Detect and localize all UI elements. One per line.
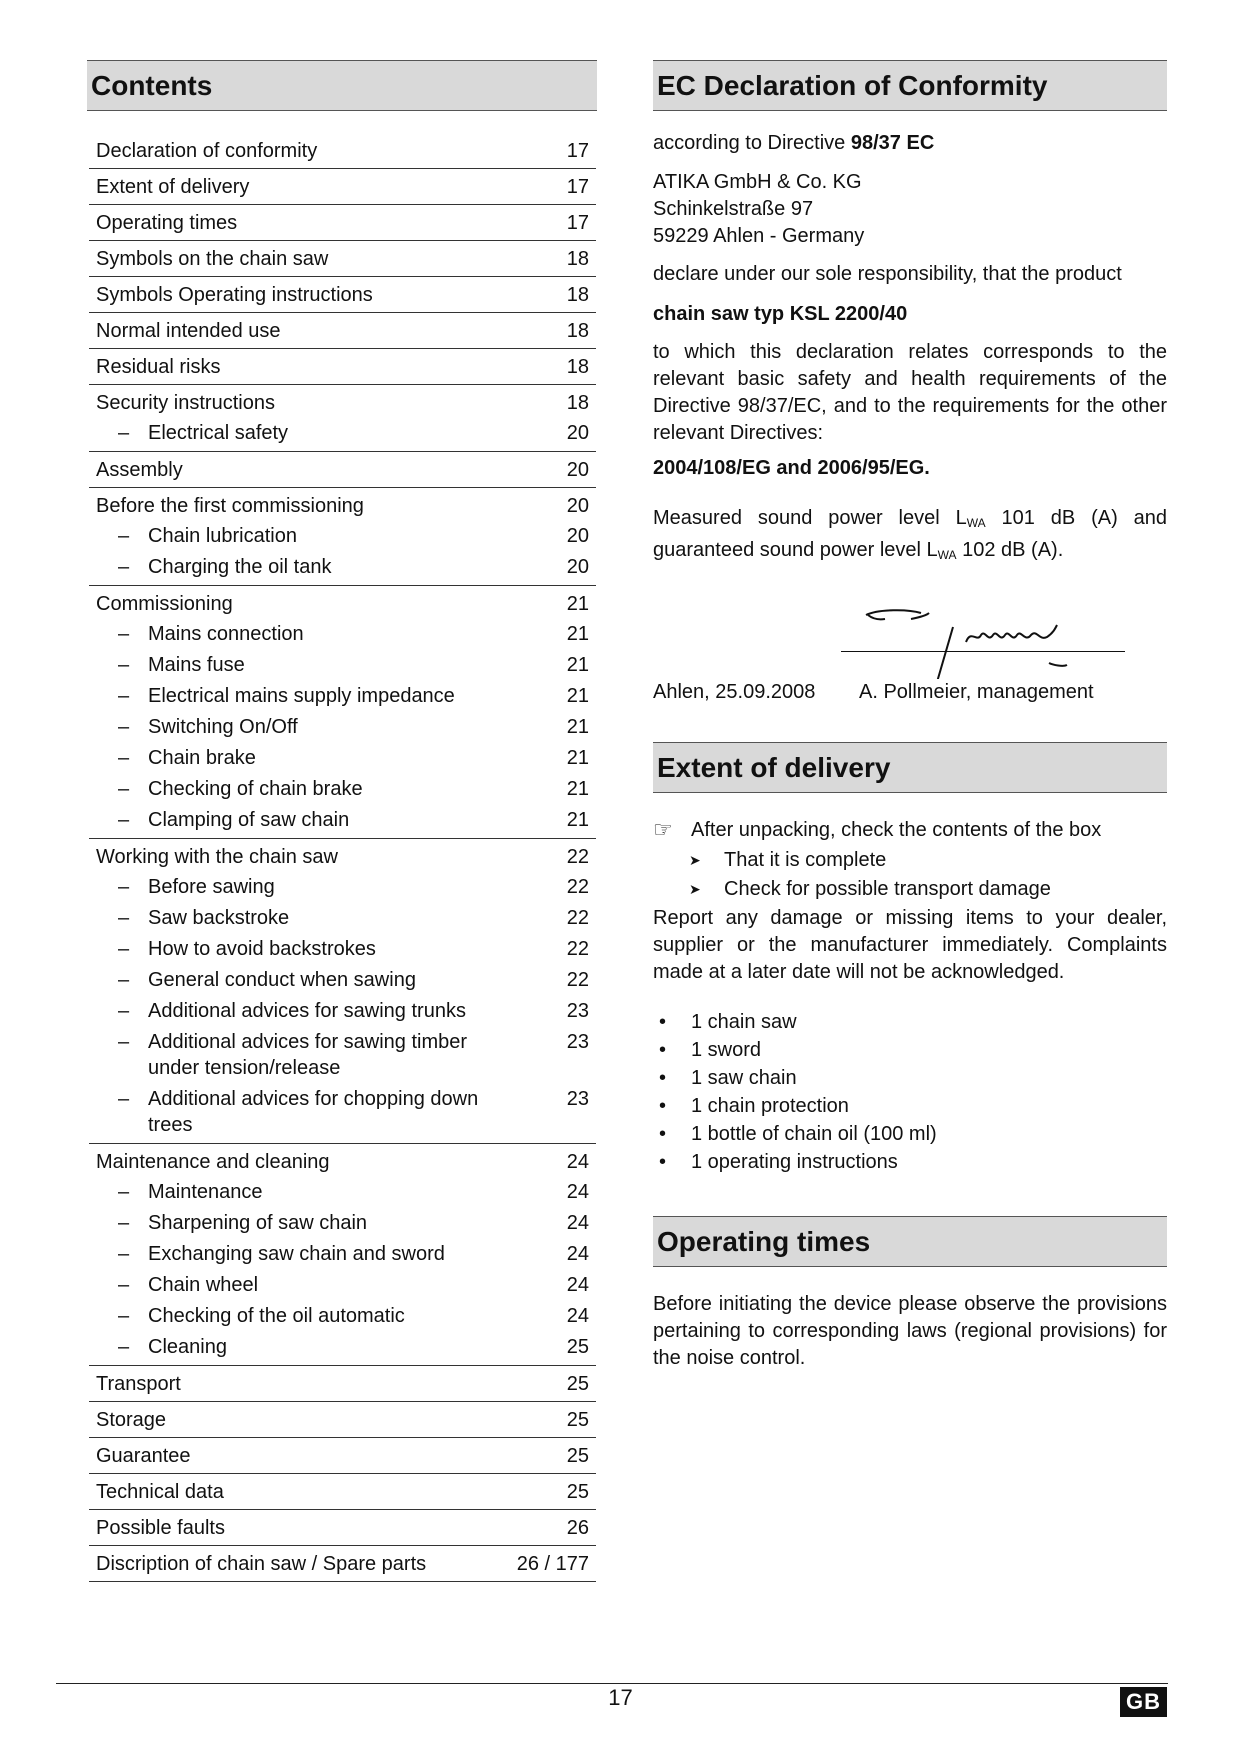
toc-sub-row [89,776,596,802]
toc-title: Storage [96,1409,167,1431]
dash-bullet: – [118,778,130,800]
toc-sub-row [89,1086,596,1138]
place-date: Ahlen, 25.09.2008 [653,681,816,703]
toc-sub-page: 20 [566,525,589,547]
toc-sub-row [89,807,596,833]
toc-entry [89,169,596,205]
toc-entry [89,313,596,349]
toc-sub-page: 24 [566,1243,589,1265]
toc-sub-page: 24 [566,1274,589,1296]
toc-entry [89,1474,596,1510]
dash-bullet: – [118,716,130,738]
toc-title: Maintenance and cleaning [96,1151,330,1173]
pointing-hand-icon: ☞ [653,818,673,843]
toc-sub-row [89,998,596,1024]
toc-sub-title: Chain brake [148,747,256,769]
toc-sub-row [89,745,596,771]
other-directives: 2004/108/EG and 2006/95/EG. [653,457,930,479]
toc-title: Before the first commissioning [96,495,364,517]
toc-sub-title: Sharpening of saw chain [148,1212,368,1234]
dash-bullet: – [118,876,130,898]
bullet-dot: • [659,1039,667,1061]
toc-main-row [89,355,596,379]
directive-line [653,130,1167,157]
unpacking-note [653,817,1167,844]
toc-page: 20 [566,459,589,481]
toc-title: Declaration of conformity [96,140,318,162]
toc-sub-row [89,1303,596,1329]
toc-sub-row [89,652,596,678]
operating-times-heading: Operating times [653,1216,1167,1267]
declare-statement: declare under our sole responsibility, that the product [653,263,1122,285]
toc-sub-row [89,1179,596,1205]
toc-main-row [89,139,596,163]
toc-sub-row [89,1241,596,1267]
toc-sub-page: 24 [566,1212,589,1234]
bullet-dot: • [659,1011,667,1033]
toc-sub-title: Charging the oil tank [148,556,332,578]
toc-sub-title: Saw backstroke [148,907,290,929]
toc-sub-page: 20 [566,556,589,578]
dash-bullet: – [118,1000,130,1022]
toc-sub-page: 23 [566,1000,589,1022]
toc-page: 18 [566,356,589,378]
toc-sub-row [89,714,596,740]
manufacturer-address [653,169,1167,250]
toc-entry [89,1546,596,1582]
toc-main-row [89,1372,596,1396]
toc-title: Discription of chain saw / Spare parts [96,1553,427,1575]
toc-sub-title: Maintenance [148,1181,263,1203]
toc-main-row [89,247,596,271]
toc-entry [89,586,596,839]
dash-bullet: – [118,525,130,547]
toc-sub-page: 23 [566,1031,589,1053]
toc-sub-row [89,683,596,709]
dash-bullet: – [118,1243,130,1265]
bullet-dot: • [659,1123,667,1145]
toc-sub-row [89,967,596,993]
toc-sub-row [89,905,596,931]
toc-sub-row [89,420,596,446]
toc-page: 25 [566,1409,589,1431]
operating-times-text: Before initiating the device please observe the provisions pertaining to corresponding laws (regional provisions) for the noise control. [653,1293,1167,1369]
list-item [653,1036,1167,1064]
toc-entry [89,241,596,277]
toc-main-row [89,1408,596,1432]
dash-bullet: – [118,907,130,929]
toc-sub-page: 21 [566,809,589,831]
unpacking-text: After unpacking, check the contents of the box [691,819,1102,841]
toc-sub-page: 25 [566,1336,589,1358]
toc-entry [89,1510,596,1546]
toc-title: Technical data [96,1481,224,1503]
toc-entry [89,205,596,241]
toc-title: Working with the chain saw [96,846,338,868]
toc-title: Symbols Operating instructions [96,284,373,306]
toc-page: 18 [566,320,589,342]
toc-main-row [89,1552,596,1576]
toc-title: Symbols on the chain saw [96,248,329,270]
toc-page: 18 [566,248,589,270]
toc-sub-page: 21 [566,747,589,769]
address-line: Schinkelstraße 97 [653,198,814,220]
toc-sub-page: 22 [566,876,589,898]
toc-main-row [89,175,596,199]
toc-sub-title: Additional advices for sawing trunks [148,1000,466,1022]
list-item [653,875,1167,904]
list-item [653,1148,1167,1176]
toc-sub-page: 22 [566,938,589,960]
toc-main-row [89,1480,596,1504]
toc-sub-page: 20 [566,422,589,444]
toc-sub-title: Chain wheel [148,1274,259,1296]
toc-entry [89,133,596,169]
toc-page: 26 / 177 [516,1553,589,1575]
toc-page: 25 [566,1481,589,1503]
toc-sub-title: Switching On/Off [148,716,298,738]
report-statement: Report any damage or missing items to your dealer, supplier or the manufacturer immediately. Complaints made at a later date will not be acknowledged. [653,907,1167,983]
toc-sub-page: 21 [566,685,589,707]
toc-sub-row [89,1029,596,1081]
dash-bullet: – [118,747,130,769]
toc-title: Assembly [96,459,183,481]
toc-sub-title: Mains connection [148,623,304,645]
toc-sub-row [89,1210,596,1236]
arrow-bullet-icon: ➤ [689,881,701,897]
signatory: A. Pollmeier, management [859,681,1094,703]
toc-sub-title: Additional advices for sawing timber under tension/release [148,1031,468,1079]
toc-sub-row [89,1334,596,1360]
toc-page: 17 [566,140,589,162]
toc-page: 21 [566,593,589,615]
toc-page: 22 [566,846,589,868]
sound-text: 102 dB (A). [956,539,1064,561]
item-text: 1 chain saw [691,1011,797,1033]
table-of-contents [89,133,596,1582]
bullet-dot: • [659,1151,667,1173]
sound-subscript: WA [937,548,957,562]
toc-main-row [89,845,596,869]
toc-sub-page: 22 [566,969,589,991]
toc-sub-title: Chain lubrication [148,525,297,547]
directive-prefix: according to Directive [653,132,851,154]
toc-sub-title: Electrical safety [148,422,289,444]
item-text: 1 operating instructions [691,1151,898,1173]
toc-main-row [89,1444,596,1468]
product-name: chain saw typ KSL 2200/40 [653,303,908,325]
dash-bullet: – [118,809,130,831]
dash-bullet: – [118,623,130,645]
toc-sub-row [89,1272,596,1298]
extent-of-delivery-heading: Extent of delivery [653,742,1167,793]
toc-entry [89,349,596,385]
signature-area [653,589,1167,679]
toc-sub-page: 24 [566,1181,589,1203]
toc-entry [89,839,596,1144]
delivery-items-list [653,1008,1167,1176]
toc-sub-title: Additional advices for chopping down trees [148,1088,479,1136]
toc-entry [89,1144,596,1366]
toc-page: 17 [566,176,589,198]
item-text: 1 chain protection [691,1095,849,1117]
check-text: Check for possible transport damage [724,878,1051,900]
toc-entry [89,1366,596,1402]
toc-entry [89,385,596,452]
toc-sub-page: 24 [566,1305,589,1327]
check-text: That it is complete [724,849,887,871]
toc-page: 18 [566,284,589,306]
toc-main-row [89,1150,596,1174]
toc-sub-title: Before sawing [148,876,275,898]
contents-column [87,60,597,1582]
sound-text: Measured sound power level L [653,507,967,529]
toc-title: Transport [96,1373,181,1395]
toc-sub-title: Electrical mains supply impedance [148,685,455,707]
toc-sub-page: 21 [566,778,589,800]
toc-sub-title: Clamping of saw chain [148,809,350,831]
toc-sub-row [89,936,596,962]
language-badge: GB [1120,1687,1167,1717]
toc-sub-row [89,523,596,549]
dash-bullet: – [118,969,130,991]
dash-bullet: – [118,1336,130,1358]
sound-power-statement [653,505,1167,569]
relates-statement: to which this declaration relates corresponds to the relevant basic safety and health requirements of the Directive 98/37/EC, and to the requirements for the other relevant Directives: [653,341,1167,444]
toc-page: 24 [566,1151,589,1173]
toc-sub-title: Checking of the oil automatic [148,1305,405,1327]
toc-entry [89,452,596,488]
toc-page: 25 [566,1373,589,1395]
toc-title: Residual risks [96,356,221,378]
toc-sub-title: Checking of chain brake [148,778,363,800]
toc-page: 18 [566,392,589,414]
toc-entry [89,488,596,586]
handwritten-signature [653,589,1167,679]
dash-bullet: – [118,685,130,707]
address-line: ATIKA GmbH & Co. KG [653,171,862,193]
toc-title: Extent of delivery [96,176,250,198]
toc-sub-row [89,621,596,647]
toc-sub-page: 22 [566,907,589,929]
signature-line [841,651,1125,652]
page-number: 17 [608,1685,633,1710]
toc-main-row [89,319,596,343]
list-item [653,1092,1167,1120]
toc-main-row [89,283,596,307]
toc-sub-title: Cleaning [148,1336,227,1358]
toc-main-row [89,592,596,616]
toc-title: Security instructions [96,392,275,414]
toc-entry [89,277,596,313]
dash-bullet: – [118,1305,130,1327]
signature-caption [653,679,1167,706]
check-list [653,846,1167,904]
toc-main-row [89,494,596,518]
dash-bullet: – [118,422,130,444]
toc-sub-page: 23 [566,1088,589,1110]
dash-bullet: – [118,556,130,578]
toc-sub-title: General conduct when sawing [148,969,416,991]
toc-sub-page: 21 [566,716,589,738]
toc-sub-row [89,554,596,580]
toc-sub-title: Exchanging saw chain and sword [148,1243,445,1265]
toc-title: Operating times [96,212,238,234]
toc-title: Guarantee [96,1445,191,1467]
arrow-bullet-icon: ➤ [689,852,701,868]
right-column [653,60,1167,1372]
toc-sub-page: 21 [566,654,589,676]
toc-page: 25 [566,1445,589,1467]
address-line: 59229 Ahlen - Germany [653,225,865,247]
ec-declaration-heading: EC Declaration of Conformity [653,60,1167,111]
dash-bullet: – [118,1274,130,1296]
toc-sub-page: 21 [566,623,589,645]
sound-text: 101 dB (A) and guaranteed sound power level L [653,507,1167,561]
item-text: 1 bottle of chain oil (100 ml) [691,1123,937,1145]
toc-main-row [89,211,596,235]
dash-bullet: – [118,1088,130,1110]
dash-bullet: – [118,1212,130,1234]
toc-page: 20 [566,495,589,517]
bullet-dot: • [659,1067,667,1089]
toc-entry [89,1402,596,1438]
toc-sub-title: Mains fuse [148,654,245,676]
toc-main-row [89,391,596,415]
toc-main-row [89,1516,596,1540]
toc-title: Commissioning [96,593,233,615]
toc-sub-row [89,874,596,900]
dash-bullet: – [118,938,130,960]
dash-bullet: – [118,1031,130,1053]
toc-page: 17 [566,212,589,234]
bullet-dot: • [659,1095,667,1117]
list-item [653,1064,1167,1092]
toc-sub-title: How to avoid backstrokes [148,938,376,960]
list-item [653,1008,1167,1036]
toc-title: Normal intended use [96,320,281,342]
directive-number: 98/37 EC [850,132,935,154]
toc-entry [89,1438,596,1474]
toc-page: 26 [566,1517,589,1539]
footer-rule [56,1683,1168,1684]
item-text: 1 saw chain [691,1067,797,1089]
toc-main-row [89,458,596,482]
toc-title: Possible faults [96,1517,225,1539]
dash-bullet: – [118,1181,130,1203]
dash-bullet: – [118,654,130,676]
list-item [653,846,1167,875]
list-item [653,1120,1167,1148]
item-text: 1 sword [691,1039,762,1061]
sound-subscript: WA [966,516,986,530]
contents-heading: Contents [87,60,597,111]
